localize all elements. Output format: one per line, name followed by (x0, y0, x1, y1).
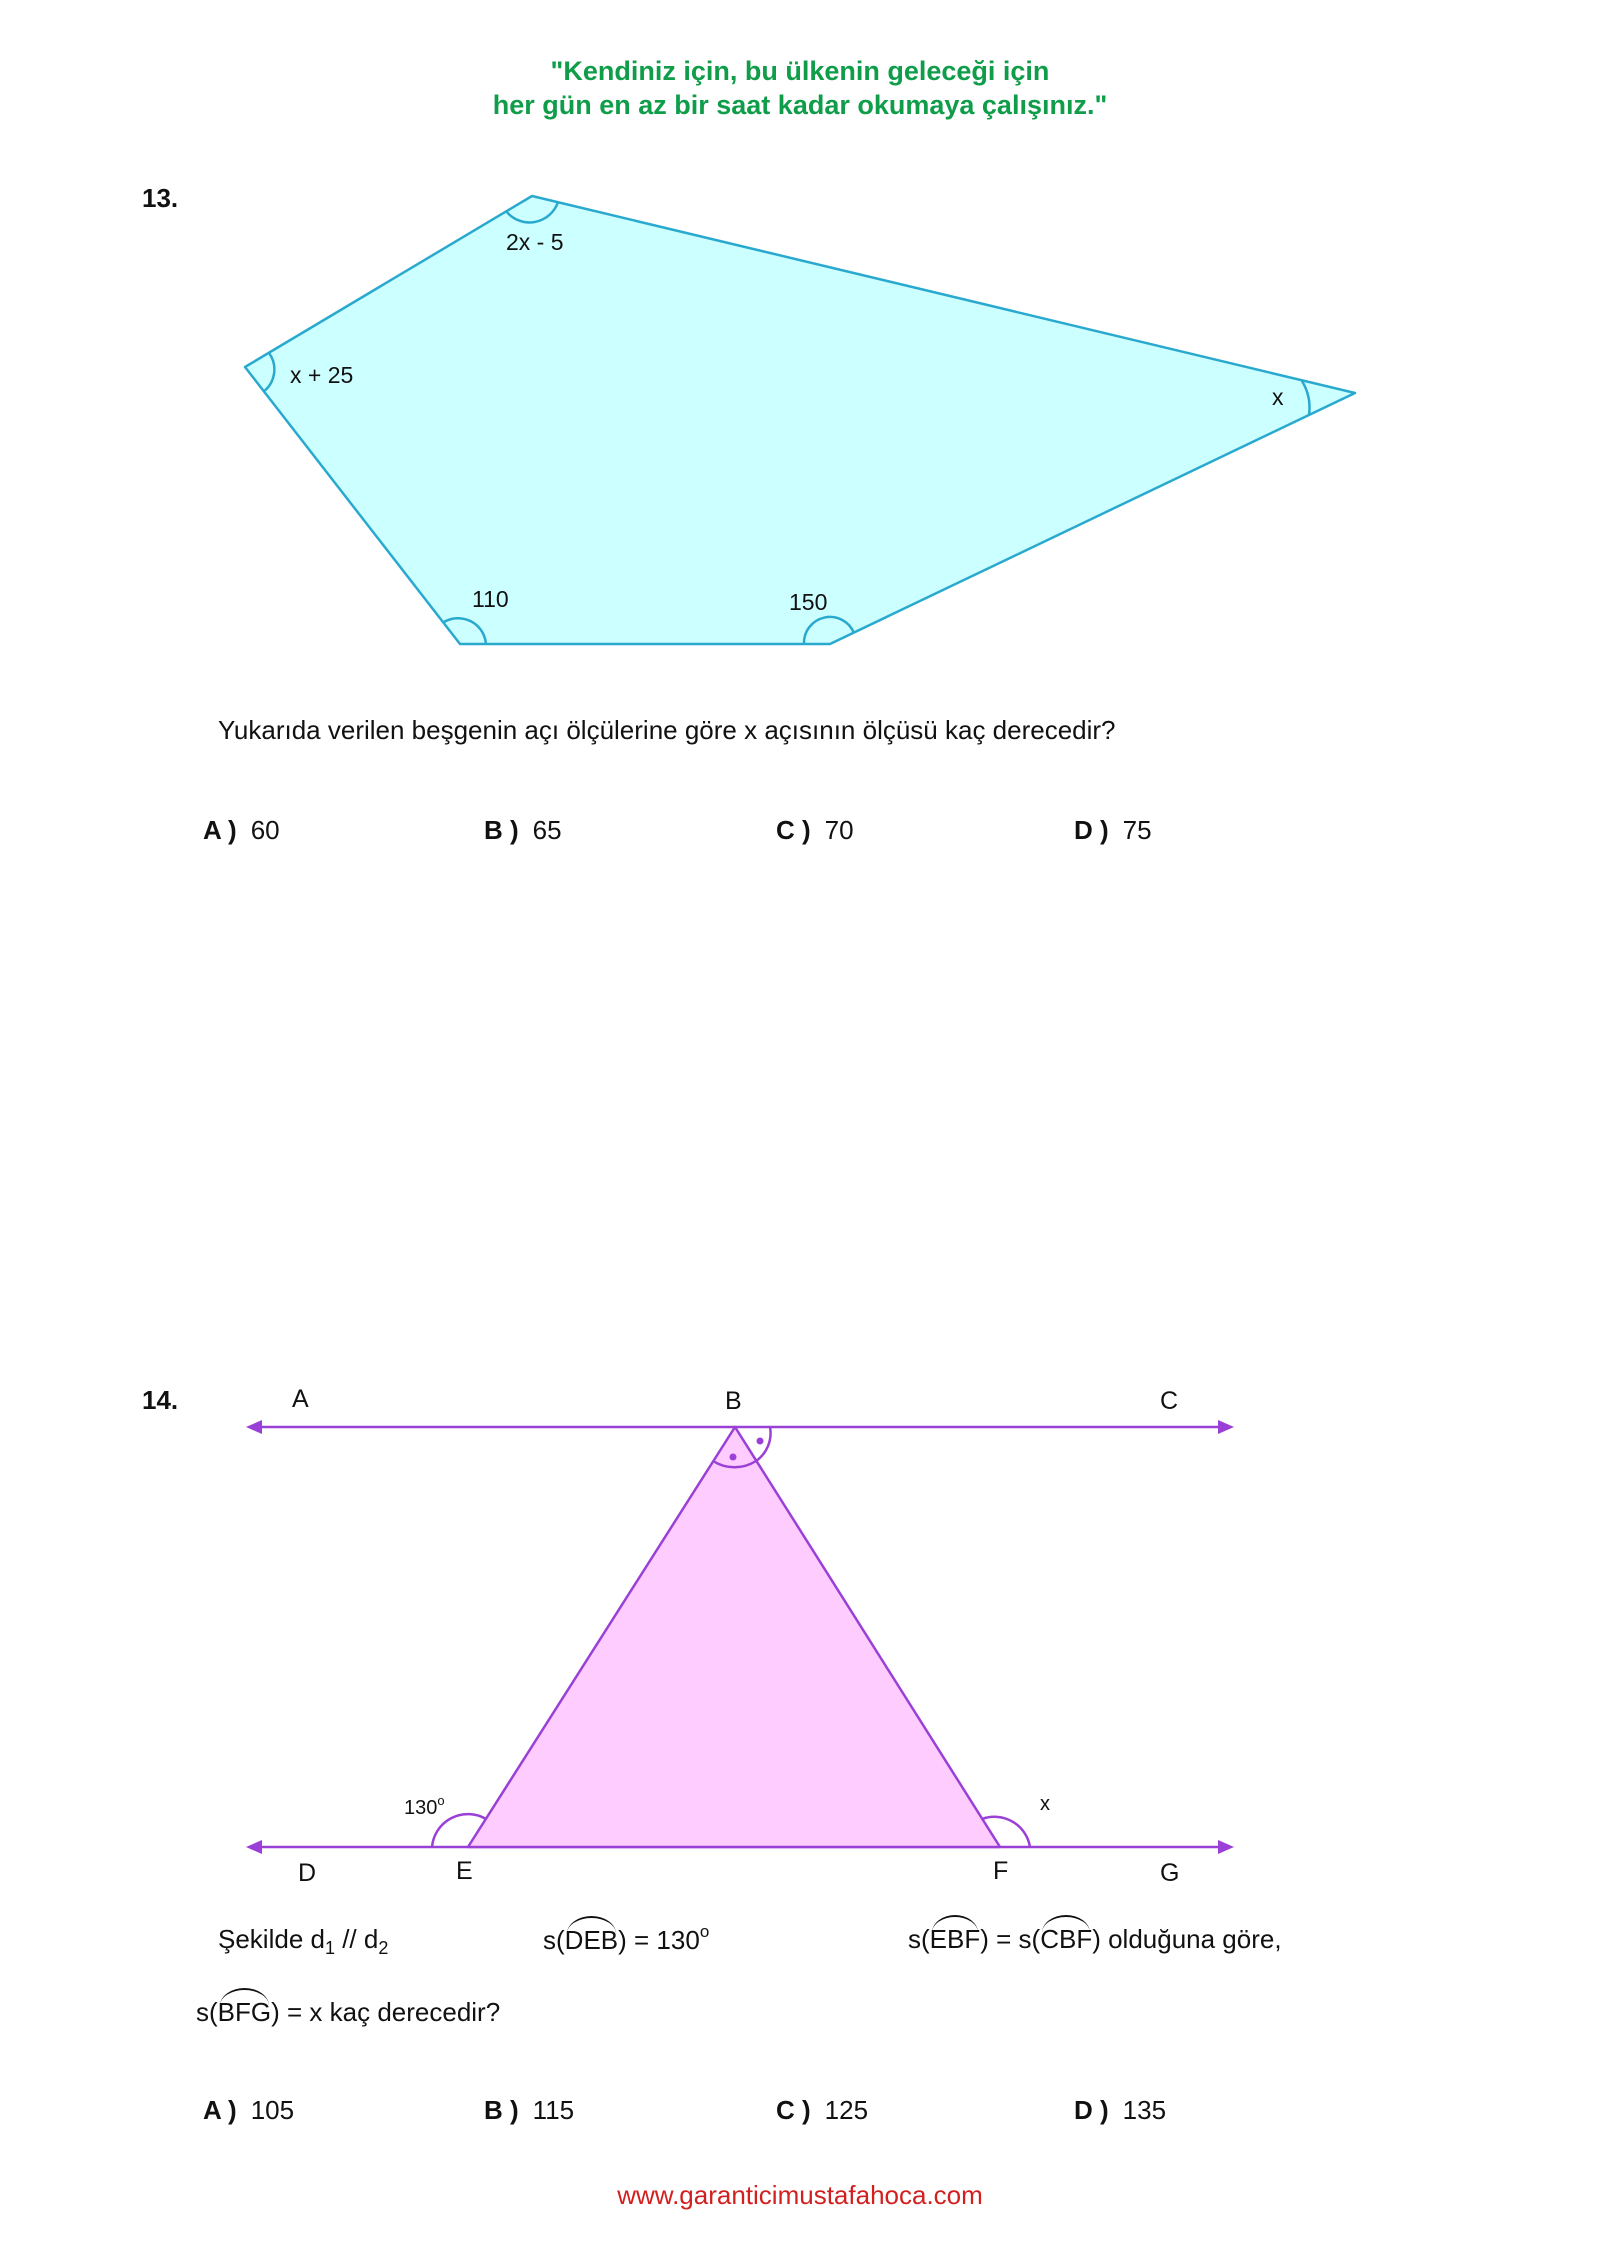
option-label: B ) (484, 815, 519, 845)
motto-line-2: her gün en az bir saat kadar okumaya çalışınız." (492, 90, 1108, 120)
triangle-ebf (468, 1427, 1000, 1847)
option-label: B ) (484, 2095, 519, 2125)
point-label-d: D (298, 1859, 317, 1887)
question-13-number: 13. (142, 183, 179, 213)
option-value: 135 (1122, 2095, 1167, 2125)
question-14-number: 14. (142, 1385, 179, 1415)
q13-option-d[interactable] (1074, 815, 1152, 846)
arrow-head-g (1218, 1840, 1234, 1854)
point-label-a: A (292, 1385, 309, 1413)
q14-option-a[interactable] (203, 2095, 294, 2126)
arrow-head-a (246, 1420, 262, 1434)
given-angle-deb: $s(DEB) = 130^o$ (543, 1922, 710, 1955)
point-label-c: C (1160, 1387, 1179, 1415)
label-angle-right: x (1272, 384, 1284, 410)
angle-dot-ebf (730, 1454, 737, 1461)
pentagon (245, 196, 1355, 644)
point-label-f: F (993, 1857, 1009, 1885)
angle-arc-cbf (756, 1427, 771, 1461)
label-angle-x: x (1040, 1793, 1050, 1815)
q14-option-b[interactable] (484, 2095, 574, 2126)
option-label: D ) (1074, 2095, 1109, 2125)
q13-option-c[interactable] (776, 815, 854, 846)
arrow-head-d (246, 1840, 262, 1854)
option-label: A ) (203, 815, 237, 845)
given-equal-angles: s(EBF) = s(CBF) olduğuna göre, (908, 1924, 1282, 1954)
option-label: A ) (203, 2095, 237, 2125)
given-parallel: Şekilde $d_1 // d_2$ (218, 1924, 389, 1958)
arrow-head-c (1218, 1420, 1234, 1434)
option-value: 125 (824, 2095, 869, 2125)
label-angle-bottom-right: 150 (789, 589, 828, 615)
option-label: C ) (776, 815, 811, 845)
option-value: 105 (250, 2095, 295, 2125)
q13-option-b[interactable] (484, 815, 562, 846)
option-value: 115 (532, 2095, 575, 2125)
q13-option-a[interactable] (203, 815, 280, 846)
q14-option-d[interactable] (1074, 2095, 1166, 2126)
option-value: 70 (824, 815, 854, 845)
point-label-b: B (725, 1387, 742, 1415)
point-label-e: E (456, 1857, 473, 1885)
question-14-text: s(BFG) = x kaç derecedir? (196, 1997, 501, 2027)
label-angle-bottom-left: 110 (472, 586, 509, 612)
label-angle-130: 130$^o$ (404, 1793, 445, 1819)
option-value: 65 (532, 815, 562, 845)
label-angle-left: x + 25 (290, 362, 354, 388)
question-13-text: Yukarıda verilen beşgenin açı ölçülerine göre x açısının ölçüsü kaç derecedir? (218, 715, 1116, 745)
label-angle-top: 2x - 5 (506, 229, 564, 255)
point-label-g: G (1160, 1859, 1180, 1887)
option-label: D ) (1074, 815, 1109, 845)
angle-dot-cbf (757, 1438, 764, 1445)
option-label: C ) (776, 2095, 811, 2125)
q14-option-c[interactable] (776, 2095, 868, 2126)
option-value: 60 (250, 815, 280, 845)
option-value: 75 (1122, 815, 1152, 845)
motto-line-1: "Kendiniz için, bu ülkenin geleceği için (550, 56, 1050, 86)
footer-url-link[interactable]: www.garanticimustafahoca.com (617, 2180, 983, 2210)
